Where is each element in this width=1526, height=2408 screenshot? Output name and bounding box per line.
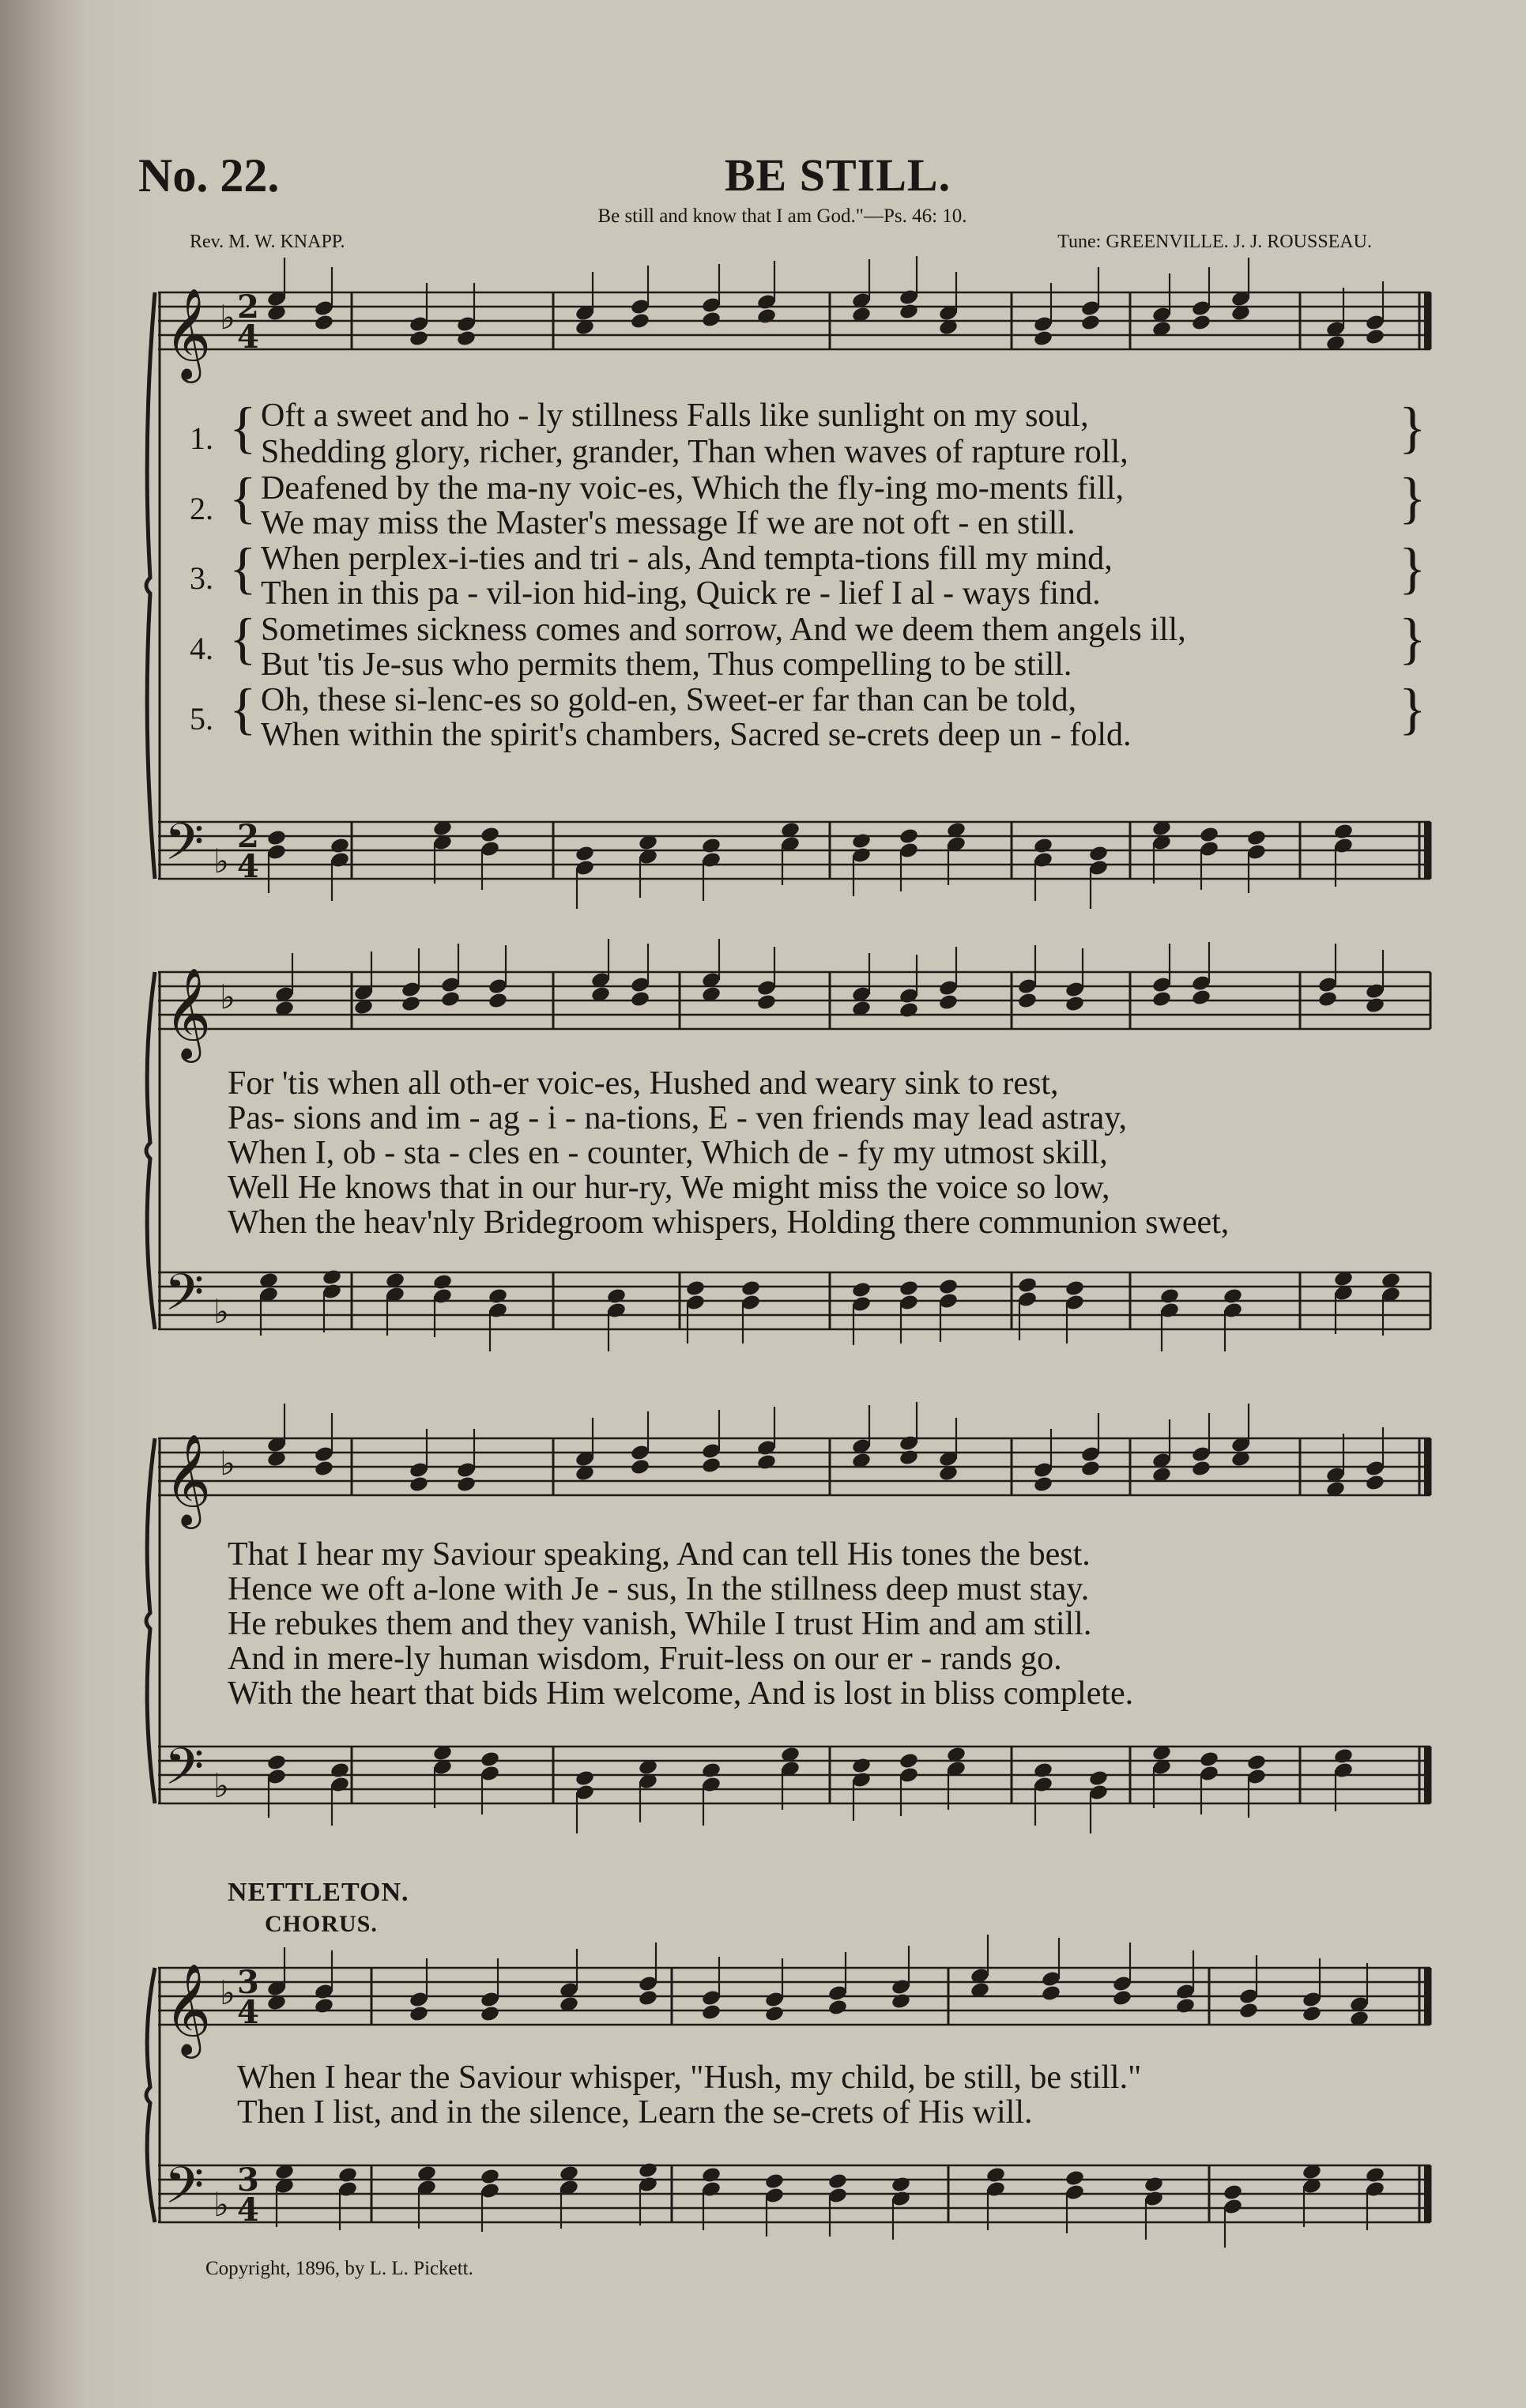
- note-head: [685, 1279, 706, 1298]
- key-flat-icon: ♭: [220, 978, 235, 1016]
- note-head: [1365, 2166, 1385, 2184]
- time-signature-top: 2: [237, 818, 259, 855]
- note-head: [1088, 1769, 1109, 1788]
- chorus-label: CHORUS.: [265, 1911, 378, 1937]
- note-head: [701, 2003, 722, 2022]
- verse-number: 1.: [190, 420, 213, 456]
- note-head: [701, 2166, 722, 2184]
- hymn-title: BE STILL.: [724, 149, 951, 201]
- note-head: [314, 314, 334, 332]
- note-head: [764, 2005, 785, 2023]
- note-head: [314, 1460, 334, 1478]
- note-head: [456, 1475, 477, 1494]
- key-flat-icon: ♭: [220, 298, 235, 337]
- time-signature-top: 3: [237, 2161, 259, 2199]
- note-head: [1064, 2169, 1085, 2188]
- treble-clef-icon: 𝄞: [164, 1433, 212, 1525]
- note-head: [322, 1268, 342, 1287]
- hymn-number: No. 22.: [138, 149, 280, 202]
- right-brace: }: [1399, 607, 1426, 670]
- note-head: [575, 1769, 595, 1788]
- final-bar-line: [1424, 1968, 1430, 2025]
- verse-line: Deafened by the ma-ny voic-es, Which the fly-ing mo-ments fill,: [261, 470, 1125, 507]
- note-head: [1223, 1287, 1243, 1306]
- note-head: [899, 1449, 919, 1467]
- verse-line: When within the spirit's chambers, Sacred se-crets deep un - fold.: [261, 717, 1132, 753]
- note-head: [756, 307, 777, 326]
- note-head: [606, 1287, 627, 1306]
- note-head: [1151, 990, 1172, 1008]
- note-head: [899, 1001, 919, 1019]
- final-bar-line: [1424, 2165, 1430, 2222]
- note-head: [1365, 1474, 1385, 1492]
- note-head: [1033, 330, 1053, 348]
- verse-line: Then in this pa - vil-ion hid-ing, Quick re - lief I al - ways find.: [261, 575, 1101, 612]
- verse-line: When perplex-i-ties and tri - als, And tempta-tions fill my mind,: [261, 541, 1113, 577]
- note-head: [851, 1757, 872, 1775]
- verse-number: 5.: [190, 701, 213, 737]
- note-head: [409, 330, 429, 348]
- note-head: [899, 827, 919, 846]
- note-head: [480, 1750, 500, 1769]
- bass-clef-icon: 𝄢: [164, 1264, 205, 1335]
- note-head: [1064, 995, 1085, 1013]
- left-brace: {: [229, 607, 257, 670]
- note-head: [701, 837, 722, 855]
- verse-number: 4.: [190, 631, 213, 666]
- note-head: [740, 1279, 761, 1298]
- time-signature-bottom: 4: [237, 318, 259, 356]
- note-head: [1033, 837, 1053, 855]
- treble-clef-icon: 𝄞: [164, 967, 212, 1059]
- final-bar-line: [1424, 1747, 1430, 1803]
- note-head: [638, 2161, 658, 2180]
- system-brace: [146, 972, 155, 1329]
- lyric-line: He rebukes them and they vanish, While I trust Him and am still.: [228, 1606, 1092, 1642]
- bass-clef-icon: 𝄢: [164, 1738, 205, 1809]
- note-head: [575, 845, 595, 863]
- note-head: [630, 990, 650, 1008]
- note-head: [985, 2166, 1006, 2184]
- tune-credit: Tune: GREENVILLE. J. J. ROUSSEAU.: [1057, 232, 1372, 252]
- bass-clef-icon: 𝄢: [164, 2157, 205, 2228]
- system-brace: [146, 1968, 155, 2222]
- lyric-line: And in mere-ly human wisdom, Fruit-less on our er - rands go.: [228, 1641, 1062, 1677]
- note-head: [938, 1278, 959, 1296]
- system-brace: [146, 1438, 155, 1803]
- note-head: [1191, 1460, 1211, 1478]
- time-signature-top: 3: [237, 1964, 259, 2001]
- final-bar-line: [1424, 822, 1430, 879]
- note-head: [899, 1279, 919, 1298]
- lyric-line: Pas- sions and im - ag - i - na-tions, E - ven friends may lead astray,: [228, 1100, 1127, 1136]
- left-brace: {: [229, 537, 257, 600]
- note-head: [1238, 2002, 1259, 2020]
- note-head: [488, 1287, 508, 1306]
- note-head: [1175, 1997, 1196, 2015]
- note-head: [440, 990, 461, 1008]
- note-head: [764, 2172, 785, 2191]
- note-head: [1246, 829, 1267, 847]
- note-head: [938, 993, 959, 1012]
- note-head: [1191, 314, 1211, 332]
- note-head: [638, 1989, 658, 2007]
- note-head: [1199, 826, 1219, 844]
- note-head: [630, 1458, 650, 1476]
- verse-line: We may miss the Master's message If we are not oft - en still.: [261, 505, 1076, 541]
- note-head: [1080, 1460, 1101, 1478]
- treble-clef-icon: 𝄞: [164, 1962, 212, 2055]
- lyric-line: Well He knows that in our hur-ry, We might miss the voice so low,: [228, 1170, 1110, 1206]
- note-head: [1033, 1475, 1053, 1494]
- note-head: [899, 303, 919, 321]
- time-signature-bottom: 4: [237, 2191, 259, 2229]
- lyric-line: For 'tis when all oth-er voic-es, Hushed and weary sink to rest,: [228, 1065, 1059, 1102]
- final-bar-line: [1424, 292, 1430, 349]
- note-head: [851, 1281, 872, 1299]
- note-head: [1191, 989, 1211, 1007]
- verse-number: 2.: [190, 491, 213, 526]
- note-head: [1199, 1750, 1219, 1769]
- note-head: [456, 330, 477, 348]
- left-brace: {: [229, 396, 257, 459]
- note-head: [1365, 328, 1385, 346]
- note-head: [314, 1997, 334, 2015]
- treble-clef-icon: 𝄞: [164, 287, 212, 379]
- time-signature-top: 2: [237, 288, 259, 326]
- note-head: [827, 1999, 848, 2017]
- note-head: [1017, 992, 1038, 1010]
- note-head: [1223, 2184, 1243, 2202]
- verse-line: Oh, these si-lenc-es so gold-en, Sweet-er far than can be told,: [261, 682, 1077, 718]
- note-head: [1333, 823, 1354, 841]
- note-head: [756, 993, 777, 1012]
- note-head: [1365, 997, 1385, 1015]
- note-head: [1159, 1287, 1180, 1306]
- verse-line: Oft a sweet and ho - ly stillness Falls like sunlight on my soul,: [261, 398, 1089, 434]
- note-head: [891, 2176, 911, 2194]
- chorus-line: When I hear the Saviour whisper, "Hush, my child, be still, be still.": [237, 2059, 1142, 2096]
- right-brace: }: [1399, 396, 1426, 459]
- right-brace: }: [1399, 537, 1426, 600]
- verse-number: 3.: [190, 560, 213, 596]
- note-head: [701, 311, 722, 329]
- note-head: [432, 1273, 453, 1291]
- note-head: [330, 837, 350, 855]
- lyric-line: When I, ob - sta - cles en - counter, Which de - fy my utmost skill,: [228, 1135, 1108, 1171]
- note-head: [1112, 1989, 1132, 2007]
- author-credit: Rev. M. W. KNAPP.: [190, 232, 345, 252]
- note-head: [1088, 845, 1109, 863]
- note-head: [891, 1992, 911, 2010]
- key-flat-icon: ♭: [213, 1292, 229, 1331]
- note-head: [851, 832, 872, 850]
- note-head: [899, 1752, 919, 1770]
- verse-line: But 'tis Je-sus who permits them, Thus compelling to be still.: [261, 646, 1072, 683]
- note-head: [1017, 1276, 1038, 1294]
- note-head: [1333, 1747, 1354, 1765]
- note-head: [409, 1475, 429, 1494]
- note-head: [480, 2168, 500, 2186]
- key-flat-icon: ♭: [220, 1973, 235, 2012]
- key-flat-icon: ♭: [213, 842, 229, 880]
- verse-line: Sometimes sickness comes and sorrow, And we deem them angels ill,: [261, 612, 1186, 648]
- left-brace: {: [229, 677, 257, 740]
- lyric-line: With the heart that bids Him welcome, And is lost in bliss complete.: [228, 1675, 1134, 1712]
- note-head: [266, 829, 287, 847]
- note-head: [337, 2166, 358, 2184]
- key-flat-icon: ♭: [213, 1766, 229, 1805]
- time-signature-bottom: 4: [237, 1994, 259, 2031]
- note-head: [1317, 990, 1338, 1008]
- lyric-line: When the heav'nly Bridegroom whispers, Holding there communion sweet,: [228, 1204, 1230, 1241]
- left-brace: {: [229, 466, 257, 529]
- note-head: [480, 826, 500, 844]
- note-head: [1064, 1279, 1085, 1298]
- lyric-line: Hence we oft a-lone with Je - sus, In the stillness deep must stay.: [228, 1571, 1090, 1607]
- bass-clef-icon: 𝄢: [164, 813, 205, 884]
- key-flat-icon: ♭: [220, 1444, 235, 1483]
- verse-line: Shedding glory, richer, grander, Than when waves of rapture roll,: [261, 434, 1128, 470]
- note-head: [1033, 1762, 1053, 1780]
- note-head: [1041, 1984, 1061, 2003]
- note-head: [701, 1762, 722, 1780]
- note-head: [409, 2005, 429, 2023]
- note-head: [1080, 314, 1101, 332]
- right-brace: }: [1399, 466, 1426, 529]
- copyright-notice: Copyright, 1896, by L. L. Pickett.: [205, 2258, 473, 2279]
- scripture-epigraph: Be still and know that I am God."—Ps. 46: 10.: [597, 205, 967, 227]
- note-head: [480, 2005, 500, 2023]
- note-head: [1246, 1754, 1267, 1772]
- note-head: [401, 995, 421, 1013]
- note-head: [488, 992, 508, 1010]
- note-head: [1144, 2176, 1164, 2194]
- time-signature-bottom: 4: [237, 848, 259, 885]
- note-head: [756, 1453, 777, 1472]
- right-brace: }: [1399, 677, 1426, 740]
- note-head: [827, 2172, 848, 2191]
- note-head: [330, 1762, 350, 1780]
- key-flat-icon: ♭: [213, 2185, 229, 2224]
- note-head: [1302, 2005, 1322, 2023]
- note-head: [266, 1754, 287, 1772]
- lyric-line: That I hear my Saviour speaking, And can tell His tones the best.: [228, 1536, 1091, 1573]
- final-bar-line: [1424, 1438, 1430, 1495]
- note-head: [701, 1456, 722, 1475]
- system-brace: [146, 292, 155, 879]
- chorus-tune-name: NETTLETON.: [228, 1878, 409, 1907]
- chorus-line: Then I list, and in the silence, Learn the se-crets of His will.: [237, 2094, 1033, 2131]
- note-head: [630, 312, 650, 330]
